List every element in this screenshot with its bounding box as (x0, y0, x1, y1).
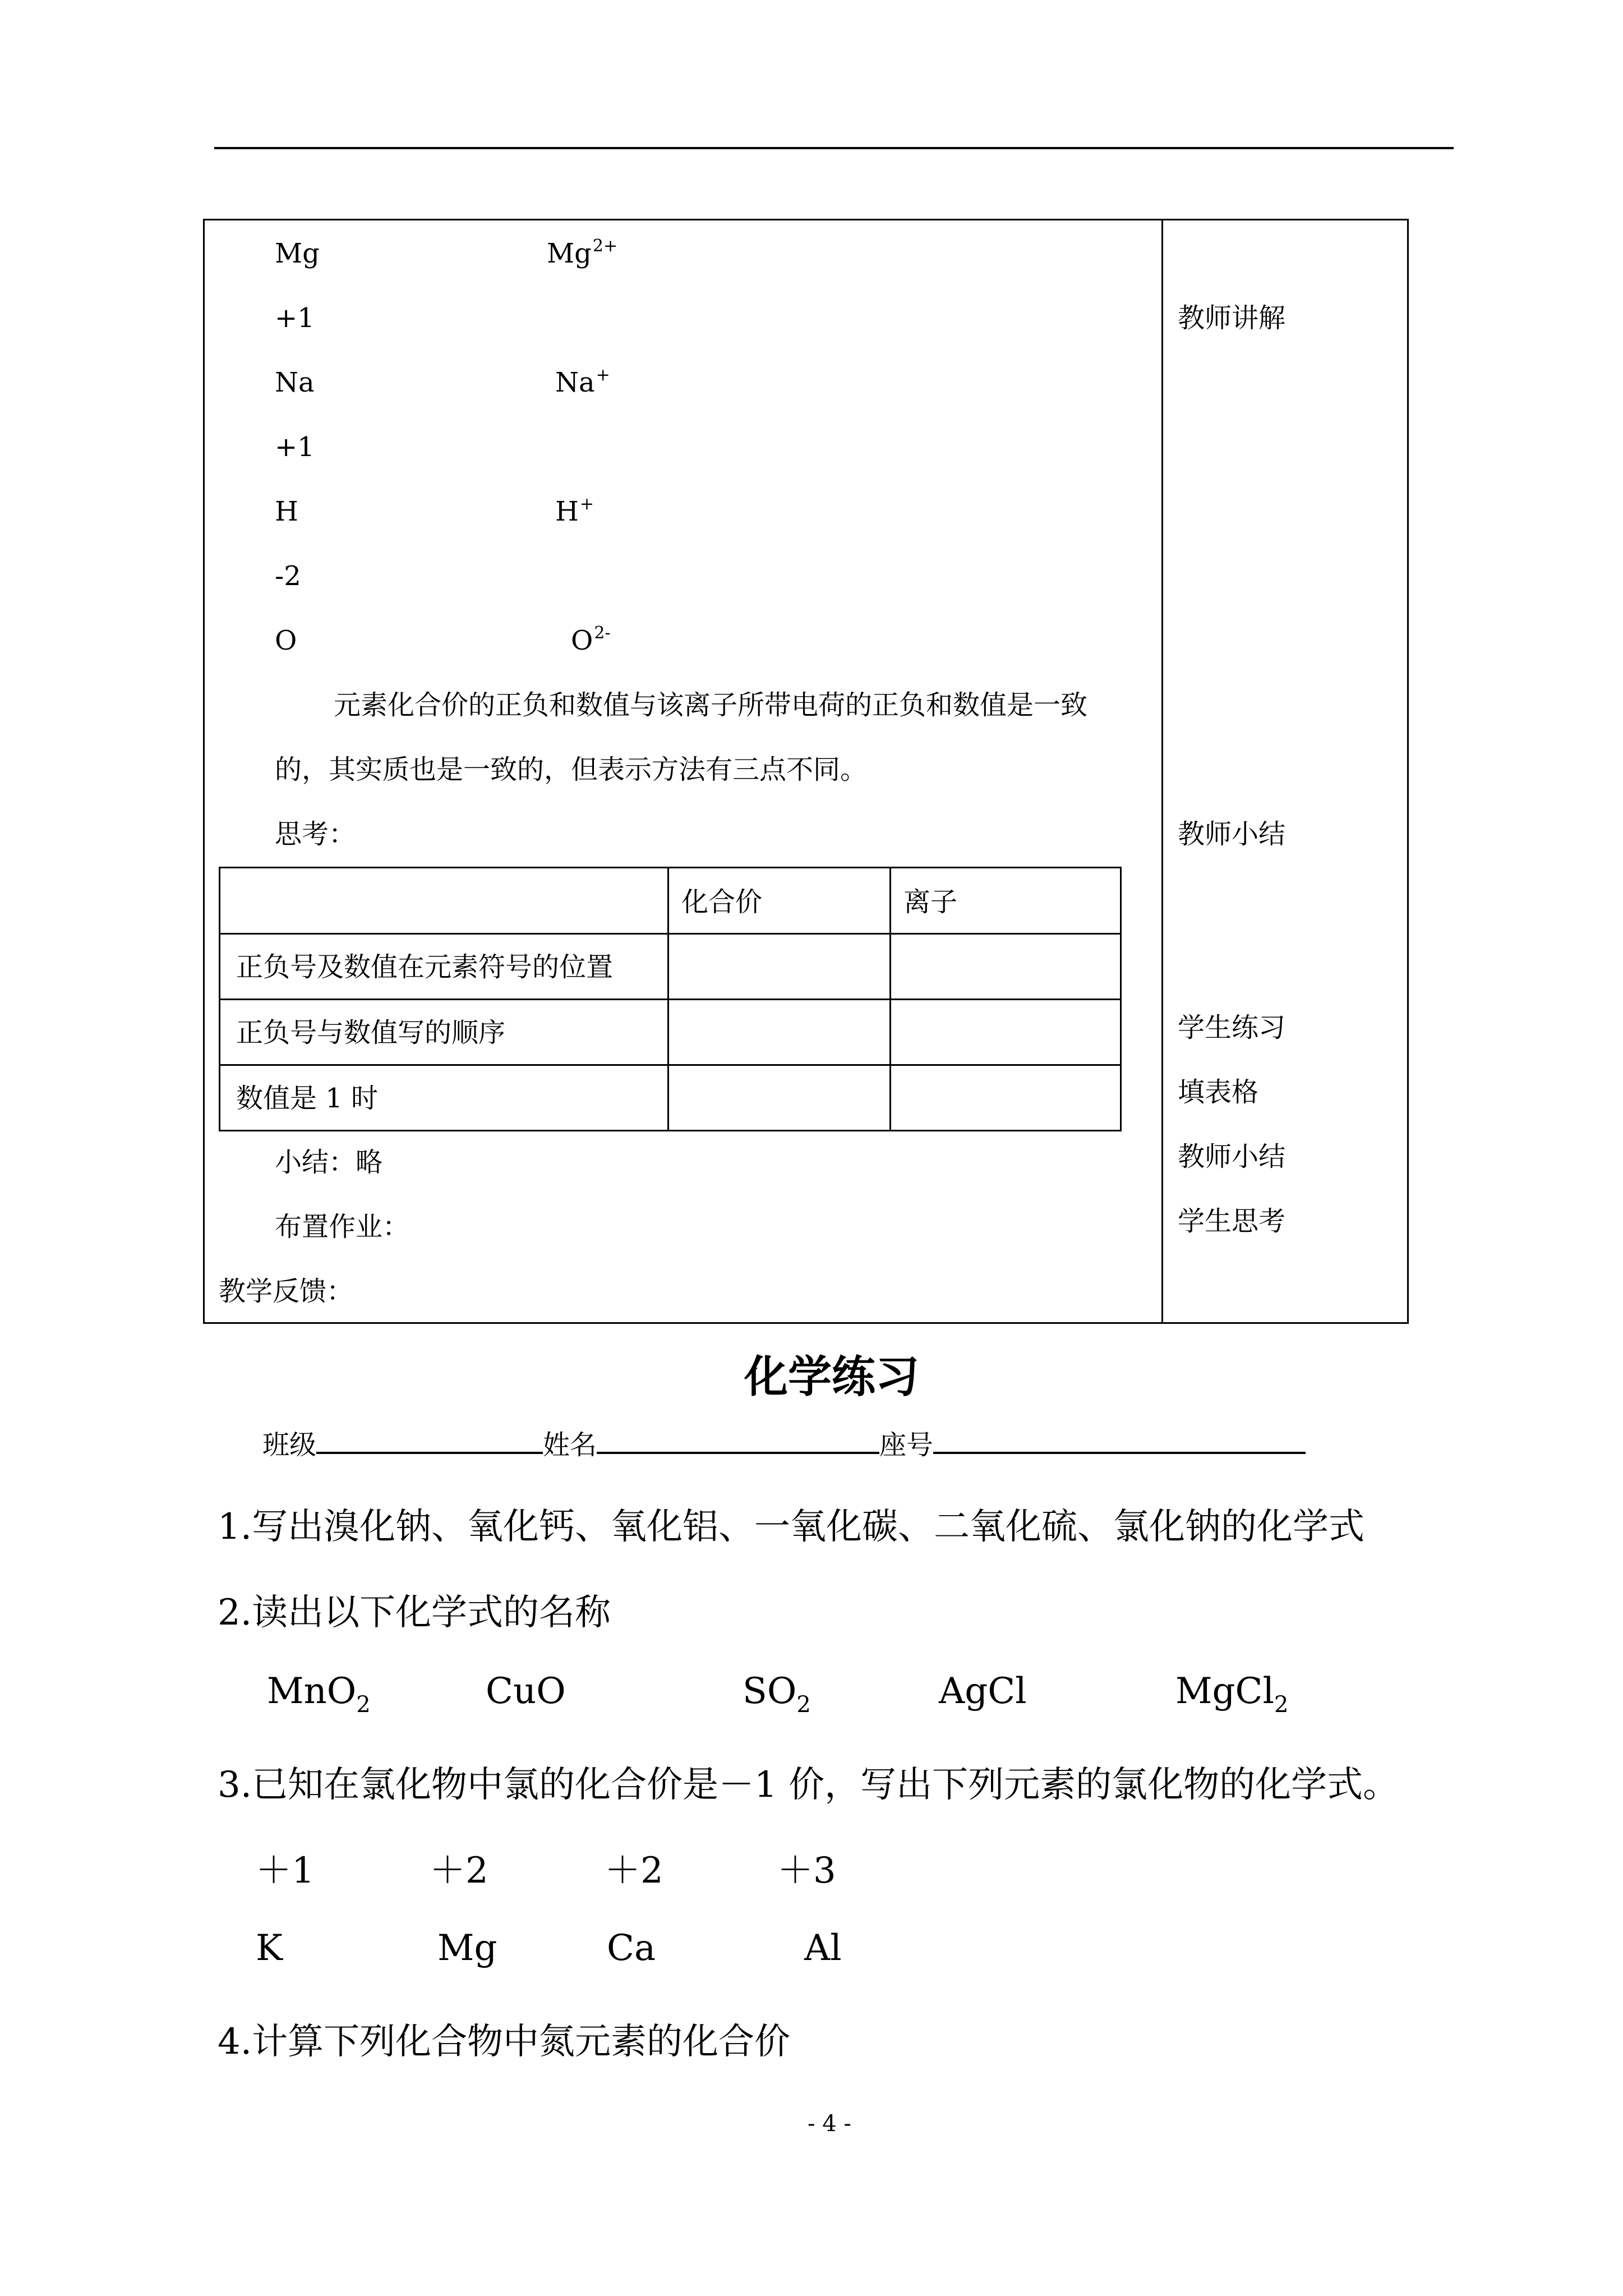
exercise-title: 化学练习 (744, 1352, 920, 1402)
charge-na: +1 (275, 302, 315, 334)
summary-line: 小结：略 (275, 1147, 383, 1178)
table-rule (889, 868, 891, 1130)
ion-na: Na+ (555, 365, 610, 398)
row-label-order: 正负号与数值写的顺序 (236, 1017, 506, 1048)
question-1: 1.写出溴化钠、氧化钙、氧化铝、一氧化碳、二氧化硫、氯化钠的化学式 (218, 1506, 1365, 1548)
header-valence: 化合价 (681, 886, 763, 918)
homework-line: 布置作业： (275, 1211, 410, 1243)
row-label-value-one: 数值是 1 时 (236, 1083, 379, 1114)
valence-ca: ＋2 (605, 1850, 663, 1892)
class-blank[interactable] (316, 1429, 543, 1454)
header-rule (214, 147, 1454, 149)
formula-mno2: MnO$_2$ (267, 1671, 371, 1718)
header-ion: 离子 (903, 886, 958, 918)
explanation-line-2: 的，其实质也是一致的，但表示方法有三点不同。 (275, 754, 868, 785)
comparison-table (219, 867, 1122, 1131)
atom-h: H (275, 496, 298, 527)
side-note-student-practice: 学生练习 (1178, 1012, 1286, 1043)
element-mg: Mg (437, 1927, 497, 1969)
frame-column-divider (1161, 219, 1163, 1324)
side-note-fill-table: 填表格 (1178, 1076, 1259, 1108)
side-note-teacher-summary-2: 教师小结 (1178, 1141, 1286, 1172)
name-blank[interactable] (597, 1429, 879, 1454)
student-info-line (262, 1429, 1306, 1461)
formula-so2: $SO_2$ (743, 1671, 811, 1718)
valence-al: ＋3 (777, 1850, 836, 1892)
element-ca: Ca (607, 1927, 656, 1969)
ion-o: $O^{2-}$ (571, 623, 611, 656)
table-rule (220, 933, 1120, 935)
explanation-line-1: 元素化合价的正负和数值与该离子所带电荷的正负和数值是一致 (334, 689, 1088, 721)
formula-agcl: AgCl (939, 1671, 1027, 1712)
formula-mgcl2: MgCl$_2$ (1175, 1671, 1289, 1718)
side-note-teacher-summary: 教师小结 (1178, 818, 1286, 850)
question-3: 3.已知在氯化物中氯的化合价是－1 价，写出下列元素的氯化物的化学式。 (218, 1764, 1399, 1806)
side-note-teacher-explain: 教师讲解 (1178, 302, 1286, 334)
element-k: K (256, 1927, 283, 1969)
table-rule (667, 868, 669, 1130)
valence-k: ＋1 (256, 1850, 315, 1892)
side-note-student-think: 学生思考 (1178, 1205, 1286, 1237)
atom-o: O (275, 625, 297, 656)
table-rule (220, 1064, 1120, 1066)
ion-mg: $Mg^{2+}$ (547, 236, 618, 269)
atom-na: Na (275, 367, 315, 398)
table-rule (220, 999, 1120, 1000)
feedback-line: 教学反馈： (219, 1276, 354, 1307)
element-al: Al (804, 1927, 842, 1969)
valence-mg: ＋2 (430, 1850, 488, 1892)
charge-h: +1 (275, 431, 315, 463)
class-label: 班级 (262, 1429, 317, 1461)
seat-blank[interactable] (933, 1429, 1306, 1454)
page-number: - 4 - (808, 2111, 851, 2137)
formula-cuo: CuO (486, 1671, 566, 1712)
row-label-position: 正负号及数值在元素符号的位置 (236, 951, 614, 983)
question-4: 4.计算下列化合物中氮元素的化合价 (218, 2021, 791, 2063)
think-label: 思考： (275, 818, 356, 850)
ion-h: H+ (555, 494, 594, 527)
name-label: 姓名 (543, 1429, 597, 1461)
atom-mg: Mg (275, 238, 320, 269)
seat-label: 座号 (879, 1429, 934, 1461)
charge-o: -2 (275, 560, 301, 592)
question-2: 2.读出以下化学式的名称 (218, 1592, 611, 1634)
